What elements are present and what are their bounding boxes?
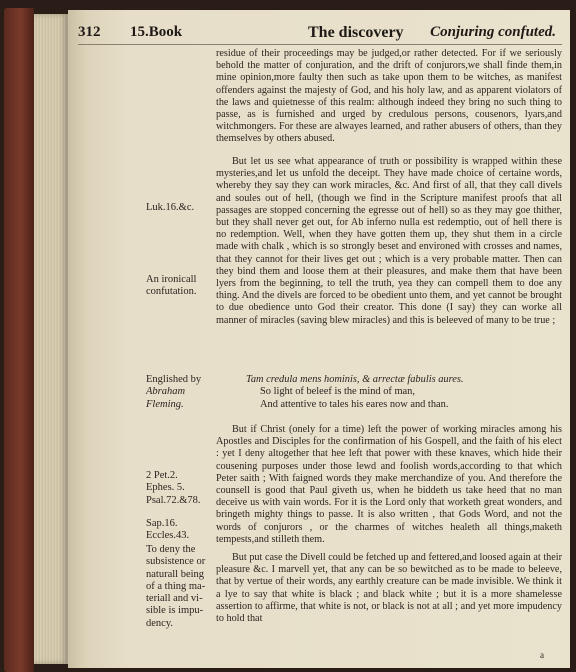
note-line: Psal.72.&78. bbox=[146, 494, 201, 506]
running-title: Conjuring confuted. bbox=[430, 24, 556, 40]
book-label: 15.Book bbox=[130, 24, 183, 40]
note-line: sible is impu- bbox=[146, 605, 204, 617]
latin-verse bbox=[246, 374, 546, 411]
margin-note-refs-2 bbox=[146, 518, 220, 543]
paragraph-text: But if Christ (onely for a time) left the power of working miracles among his Apostles and Disciples for the confirmation of his Gospell, and the faith of his elect : yet I deny altogether that hee left that power with these knaves, which hide their cousening purposes under those lewd and foolish words,according to that which Peter saith ; With faigned words they make merchandize of you. And therefore the counsell is good that Paul giveth us, when he biddeth us take heed that no man deceive us with vain words. For it is the Lord only that worketh great wonders, and bringeth mighty things to passe. It is also written , that Gods Word, and not the words of conjurors , or the charmes of witches healeth all things,maketh tempests,and stilleth them. bbox=[216, 424, 562, 545]
paragraph-1 bbox=[216, 48, 562, 146]
note-line: subsistence or bbox=[146, 556, 206, 568]
verse-line-english-1: So light of beleef is the mind of man, bbox=[260, 386, 415, 398]
note-line: To deny the bbox=[146, 544, 196, 555]
note-line: teriall and vi- bbox=[146, 593, 203, 605]
note-line: naturall being bbox=[146, 568, 205, 580]
paragraph-text: But let us see what appearance of truth or possibility is wrapped within these mysteries,and let us unfold the deceipt. They have made choice of certaine words, whereby they say they can work miracles, &c. And first of all, that they call divels and soules out of hell, (though we find in the Scripture manifest proofs that all passages are stopped concerning the egresse out of hell) so as they may goe thither, but they shall never get out, for Ab inferno nulla est redemptio, out of hell there is no redemption. Well, when they have gotten them up, they shut them in a circle made with chalk , which is so strongly beset and environed with crosses and names, that they cannot for their lives get out ; which is a very probable matter. Then can they bind them and loose them at their pleasures, and make them that have been lyers from the beginning, to tell the truth, yea they can compell them to doe any thing. And the divels are forced to be obedient unto them, and yet cannot be brought to due obedience unto God their creator. This done (I say) they can worke all manner of miracles (saving blew miracles) and this is beleeved of many to be true ; bbox=[216, 156, 562, 326]
note-line: confutation. bbox=[146, 286, 197, 298]
note-line: of a thing ma- bbox=[146, 580, 206, 592]
header-title: The discovery bbox=[308, 24, 404, 41]
note-line: 2 Pet.2. bbox=[146, 470, 178, 481]
book-cover-edge bbox=[4, 8, 34, 672]
page-header bbox=[78, 24, 562, 45]
paragraph-4 bbox=[216, 552, 562, 625]
paragraph-text: residue of their proceedings may be judged,or rather detected. For if we seriously behold the matter of conjuration, and the drift of conjurors,we shall finde them,in mine opinion,more faulty then such as take upon them to be witches, as manifest offenders against the majesty of God, and his holy law, and as apparent violators of the laws and quietnesse of this realm: although indeed they bring no such thing to passe, as is furnished and urged by credulous persons, cousenors, lyars,and witchmongers. For these are alwayes learned, and rather abusers of others, than they themselves by others abused. bbox=[216, 48, 562, 145]
paragraph-3 bbox=[216, 424, 562, 546]
margin-note-englished bbox=[146, 374, 220, 411]
verse-line-latin: Tam credula mens hominis, & arrectæ fabulis aures. bbox=[246, 374, 464, 385]
paragraph-text: But put case the Divell could be fetched up and fettered,and loosed again at their pleasure &c. I marvell yet, that any can be so bewitched as to be made to beleeve, that by vertue of their words, any earthly creature can be made invisible. We think it a lye to say that white is black ; and black white ; but it is a more shamelesse assertion to affirme, that white is not, or black is not at all ; and yet more impudency to hold that bbox=[216, 552, 562, 625]
margin-note-ironical bbox=[146, 274, 220, 299]
note-line: Fleming. bbox=[146, 398, 184, 410]
note-line: Sap.16. bbox=[146, 518, 178, 529]
paragraph-2 bbox=[216, 156, 562, 327]
margin-note-luke: Luk.16.&c. bbox=[146, 202, 195, 213]
margin-note-deny bbox=[146, 544, 220, 630]
verse-line-english-2: And attentive to tales his eares now and than. bbox=[260, 398, 449, 410]
note-line: Abraham bbox=[146, 386, 186, 398]
note-line: An ironicall bbox=[146, 274, 197, 285]
page-number: 312 bbox=[78, 24, 101, 40]
page-edges bbox=[34, 14, 68, 664]
signature-mark: a bbox=[540, 650, 544, 660]
note-line: Eccles.43. bbox=[146, 530, 190, 542]
note-line: dency. bbox=[146, 617, 174, 629]
note-line: Ephes. 5. bbox=[146, 482, 185, 494]
note-line: Englished by bbox=[146, 374, 202, 385]
margin-note-refs bbox=[146, 470, 220, 507]
